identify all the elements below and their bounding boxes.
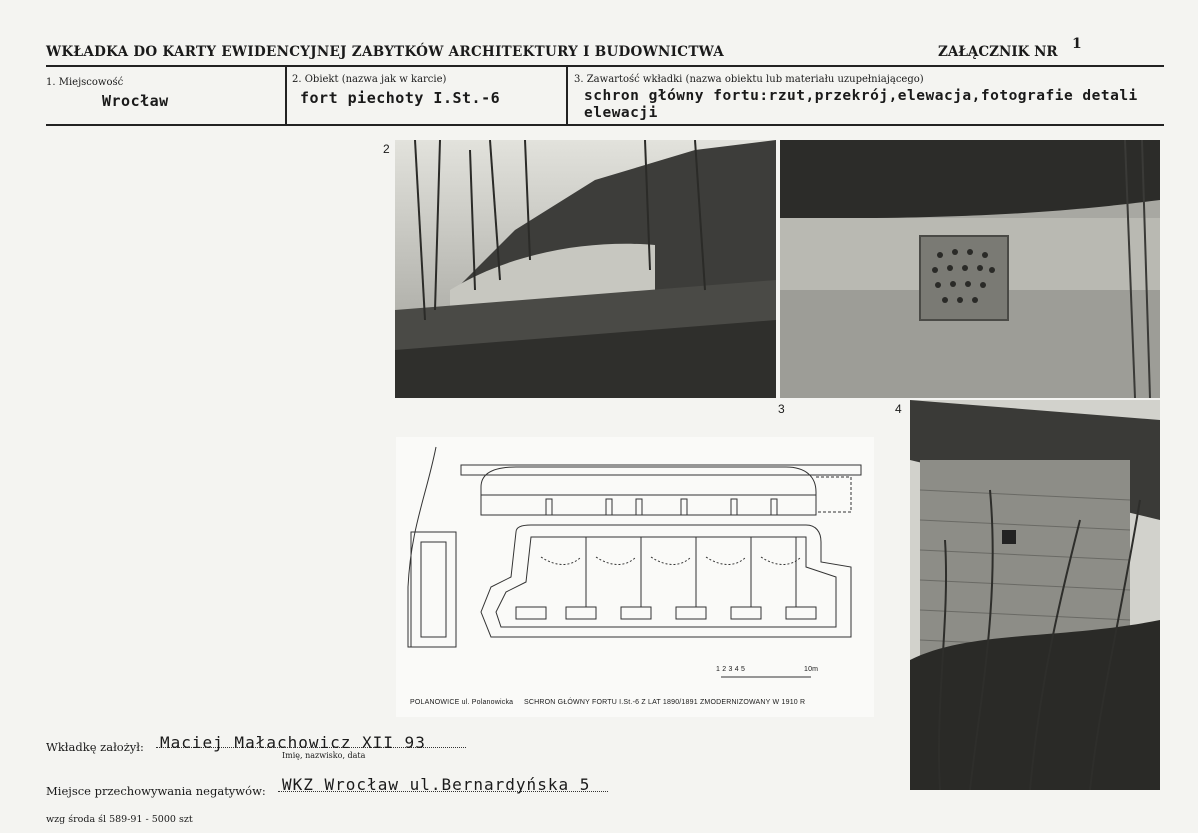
plan-scale-unit: 10m — [804, 666, 819, 673]
storage-value: WKZ Wrocław ul.Bernardyńska 5 — [282, 775, 591, 794]
attachment-number: 1 — [1072, 36, 1082, 52]
object-value: fort piechoty I.St.-6 — [300, 89, 501, 107]
field-divider-2 — [566, 67, 568, 125]
photo-wall-vent — [780, 140, 1160, 398]
plan-scale-digits: 1 2 3 4 5 — [716, 666, 746, 673]
object-label: 2. Obiekt (nazwa jak w karcie) — [292, 74, 447, 85]
place-value: Wrocław — [102, 92, 169, 110]
created-label: Wkładkę założył: — [46, 740, 144, 754]
content-value-line2: elewacji — [584, 105, 658, 121]
photo-bunker-forest — [395, 140, 776, 398]
header-rule-bottom — [46, 124, 1164, 126]
created-value: Maciej Małachowicz XII 93 — [160, 733, 426, 752]
created-hint: Imię, nazwisko, data — [282, 751, 366, 760]
plan-caption-left: POLANOWICE ul. Polanowicka — [410, 699, 514, 706]
content-label: 3. Zawartość wkładki (nazwa obiektu lub materiału uzupełniającego) — [574, 74, 924, 85]
form-title: WKŁADKA DO KARTY EWIDENCYJNEJ ZABYTKÓW ARCHITEKTURY I BUDOWNICTWA — [46, 44, 725, 60]
content-value-line1: schron główny fortu:rzut,przekrój,elewacja,fotografie detali — [584, 88, 1138, 104]
photo-number-1: 2 — [383, 142, 390, 156]
header-rule-top — [46, 65, 1164, 67]
attachment-label: ZAŁĄCZNIK NR — [938, 44, 1058, 60]
field-divider-1 — [285, 67, 287, 125]
plan-drawing — [396, 437, 874, 717]
photo-brick-facade — [910, 400, 1160, 790]
print-info: wzg środa śl 589-91 - 5000 szt — [46, 814, 193, 825]
plan-caption-right: SCHRON GŁÓWNY FORTU I.St.-6 Z LAT 1890/1891 ZMODERNIZOWANY W 1910 R — [524, 699, 806, 706]
place-label: 1. Miejscowość — [46, 77, 124, 88]
photo-number-2: 3 — [778, 402, 785, 416]
photo-number-3: 4 — [895, 402, 902, 416]
storage-label: Miejsce przechowywania negatywów: — [46, 784, 266, 798]
